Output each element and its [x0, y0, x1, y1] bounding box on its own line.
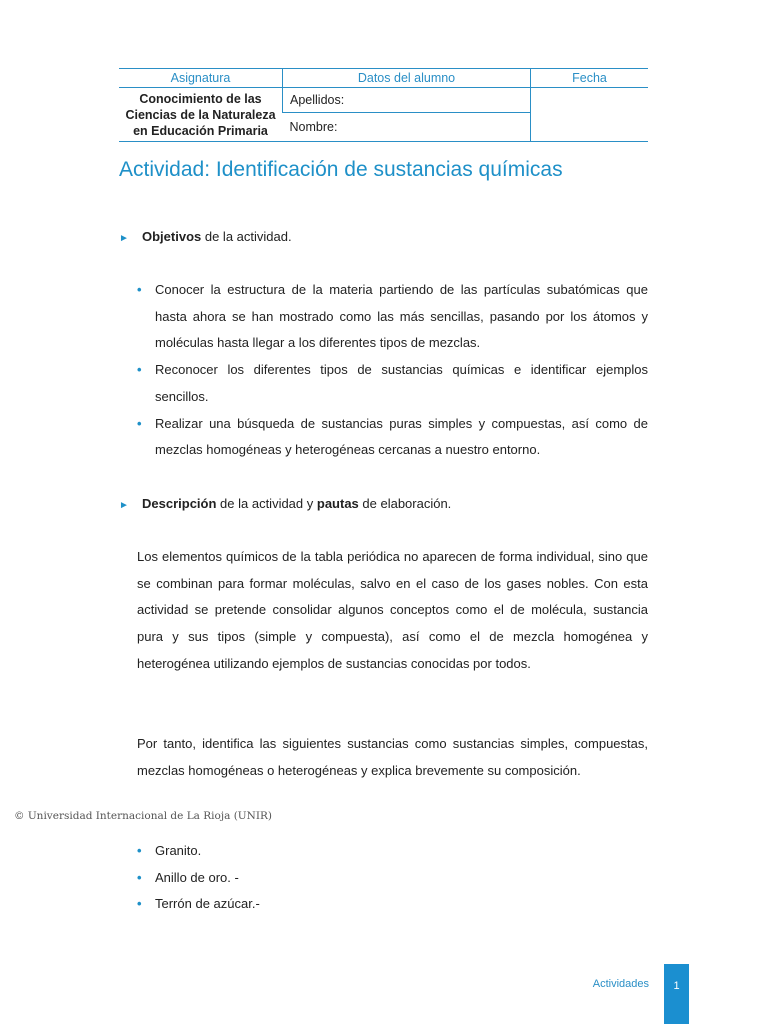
description-heading: ► Descripción de la actividad y pautas de elaboración. — [119, 496, 452, 511]
subject-line-2: Ciencias de la Naturaleza — [125, 107, 276, 122]
footer-label: Actividades — [592, 978, 649, 990]
triangle-bullet-icon: ► — [119, 233, 129, 244]
subject-cell — [119, 88, 283, 142]
page-number: 1 — [664, 964, 689, 1024]
list-item: • Realizar una búsqueda de sustancias puras simples y compuestas, así como de mezclas homogéneas y heterogéneas cercanas a nuestro entorno. — [137, 411, 648, 464]
subject-line-3: en Educación Primaria — [133, 123, 268, 138]
description-paragraph-1: Los elementos químicos de la tabla periódica no aparecen de forma individual, sino que se combinan para formar moléculas, salvo en el caso de los gases nobles. Con esta actividad se pretende consolidar algunos conceptos como el de molécula, sustancia pura y sus tipos (simple y compuesta), así como el de mezcla homogénea y heterogénea utilizando ejemplos de sustancias conocidas por todos. — [137, 549, 648, 671]
objectives-list — [137, 277, 648, 464]
list-item: • Anillo de oro. - — [137, 865, 648, 892]
triangle-bullet-icon: ► — [119, 500, 129, 511]
page-title: Actividad: Identificación de sustancias químicas — [119, 158, 563, 181]
copyright: © Universidad Internacional de La Rioja (UNIR) — [14, 810, 272, 822]
list-item: • Granito. — [137, 838, 648, 865]
objectives-heading: ► Objetivos de la actividad. — [119, 229, 292, 244]
substances-list — [137, 838, 648, 918]
description-paragraph-2: Por tanto, identifica las siguientes sustancias como sustancias simples, compuestas, mezclas homogéneas o heterogéneas y explica brevemente su composición. — [137, 736, 648, 778]
list-item: • Reconocer los diferentes tipos de sustancias químicas e identificar ejemplos sencillos. — [137, 357, 648, 410]
name-field[interactable]: Nombre: — [283, 113, 531, 142]
subject-line-1: Conocimiento de las — [139, 91, 262, 106]
header-subject: Asignatura — [119, 69, 283, 88]
header-student: Datos del alumno — [283, 69, 531, 88]
date-field[interactable] — [531, 88, 649, 142]
header-date: Fecha — [531, 69, 649, 88]
surname-field[interactable]: Apellidos: — [283, 88, 531, 113]
list-item: • Terrón de azúcar.- — [137, 891, 648, 918]
list-item: • Conocer la estructura de la materia partiendo de las partículas subatómicas que hasta ahora se han mostrado como las más sencillas, pasando por los átomos y moléculas hasta llegar a los diferentes tipos de mezclas. — [137, 277, 648, 357]
header-table — [119, 68, 648, 142]
